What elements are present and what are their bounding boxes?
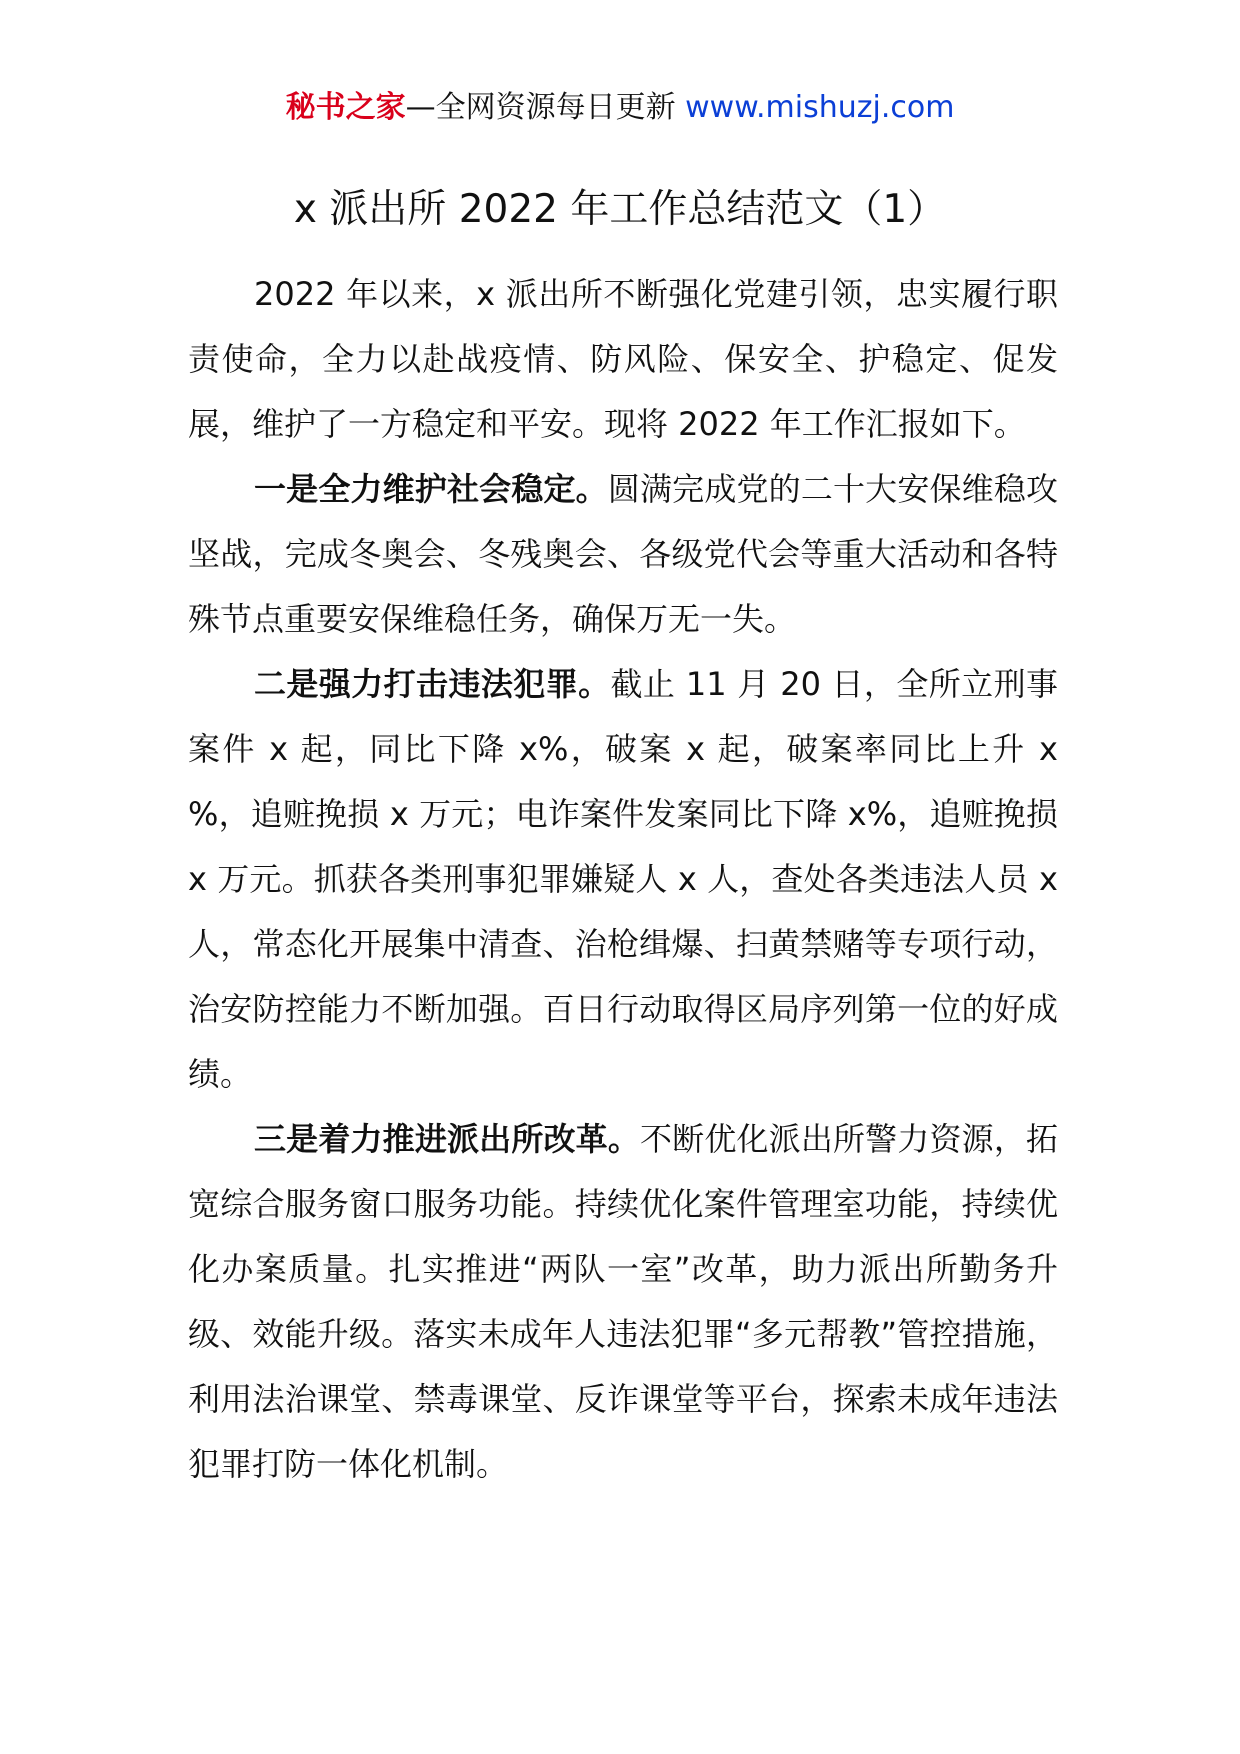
paragraph-text: 不断优化派出所警力资源，拓宽综合服务窗口服务功能。持续优化案件管理室功能，持续优化办案质量。扎实推进“两队一室”改革，助力派出所勤务升级、效能升级。落实未成年人违法犯罪“多元帮教”管控措施，利用法治课堂、禁毒课堂、反诈课堂等平台，探索未成年违法犯罪打防一体化机制。 [188, 1120, 1058, 1483]
paragraph-intro [188, 262, 1058, 457]
section-heading: 三是着力推进派出所改革。 [254, 1120, 640, 1158]
page-header [0, 86, 1240, 130]
section-heading: 二是强力打击违法犯罪。 [254, 665, 611, 703]
paragraph-section-2 [188, 652, 1058, 1107]
website-link[interactable]: www.mishuzj.com [685, 90, 955, 125]
paragraph-section-3 [188, 1107, 1058, 1497]
paragraph-text: 2022 年以来，x 派出所不断强化党建引领，忠实履行职责使命，全力以赴战疫情、防风险、保安全、护稳定、促发展，维护了一方稳定和平安。现将 2022 年工作汇报如下。 [188, 275, 1058, 443]
paragraph-text: 圆满完成党的二十大安保维稳攻坚战，完成冬奥会、冬残奥会、各级党代会等重大活动和各特殊节点重要安保维稳任务，确保万无一失。 [188, 470, 1058, 638]
header-tagline: —全网资源每日更新 [405, 90, 676, 125]
section-heading: 一是全力维护社会稳定。 [254, 470, 608, 508]
paragraph-section-1 [188, 457, 1058, 652]
brand-name: 秘书之家 [285, 90, 406, 125]
document-body [188, 262, 1058, 1497]
paragraph-text: 截止 11 月 20 日，全所立刑事案件 x 起，同比下降 x%，破案 x 起，破案率同比上升 x %，追赃挽损 x 万元；电诈案件发案同比下降 x%，追赃挽损 x 万元。抓获各类刑事犯罪嫌疑人 x 人，查处各类违法人员 x 人，常态化开展集中清查、治枪缉爆、扫黄禁赌等专项行动，治安防控能力不断加强。百日行动取得区局序列第一位的好成绩。 [188, 665, 1058, 1093]
document-title: x 派出所 2022 年工作总结范文（1） [293, 187, 947, 232]
